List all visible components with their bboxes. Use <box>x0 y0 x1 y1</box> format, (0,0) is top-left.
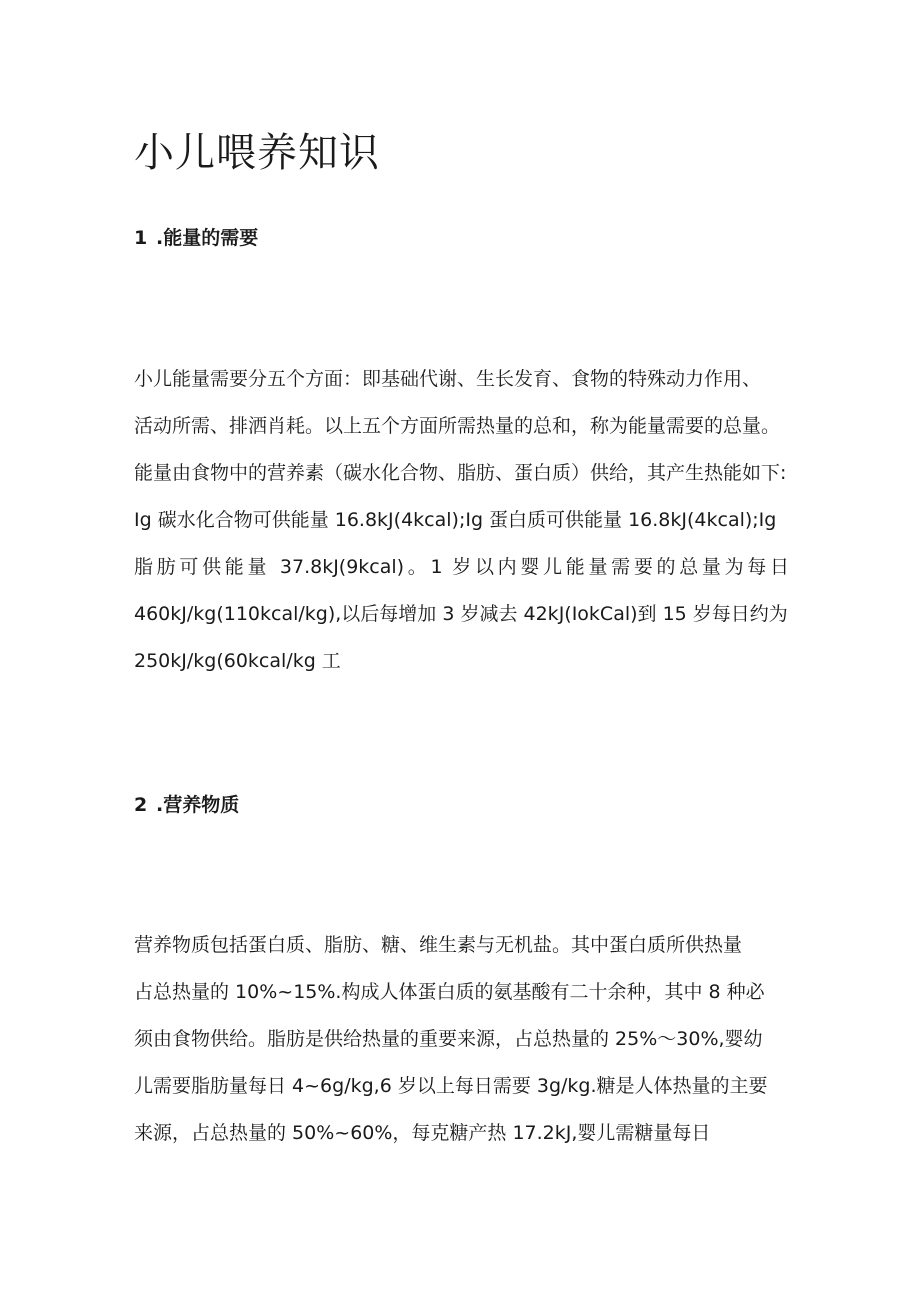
section-heading-nutrients <box>134 791 239 819</box>
text-line: 须由食物供给。脂肪是供给热量的重要来源，占总热量的 25%～30%,婴幼 <box>134 1028 763 1050</box>
text-line: 小儿能量需要分五个方面：即基础代谢、生长发育、食物的特殊动力作用、 <box>134 368 762 390</box>
section-number: 2 <box>134 794 148 816</box>
text-line: 占总热量的 10%~15%.构成人体蛋白质的氨基酸有二十余种，其中 8 种必 <box>134 981 765 1003</box>
text-line: 来源，占总热量的 50%~60%，每克糖产热 17.2kJ,婴儿需糖量每日 <box>134 1122 711 1144</box>
section-heading-text: .营养物质 <box>156 794 240 816</box>
text-line: 250kJ∕kg(60kcal∕kg 工 <box>134 650 341 672</box>
text-line: 营养物质包括蛋白质、脂肪、糖、维生素与无机盐。其中蛋白质所供热量 <box>134 934 743 956</box>
section-number: 1 <box>134 227 148 249</box>
text-line: 能量由食物中的营养素（碳水化合物、脂肪、蛋白质）供给，其产生热能如下: <box>134 462 787 484</box>
text-line: 脂肪可供能量 37.8kJ(9kcal)。1 岁以内婴儿能量需要的总量为每日 <box>134 556 789 578</box>
document-title: 小儿喂养知识 <box>134 130 380 176</box>
text-line: 活动所需、排洒肖耗。以上五个方面所需热量的总和，称为能量需要的总量。 <box>134 415 781 437</box>
text-line: 460kJ∕kg(110kcal∕kg),以后每增加 3 岁减去 42kJ(IokCal)到 15 岁每日约为 <box>134 603 788 625</box>
section-heading-text: .能量的需要 <box>156 227 259 249</box>
paragraph-energy <box>134 356 814 685</box>
section-heading-energy <box>134 224 258 252</box>
text-line: 儿需要脂肪量每日 4~6g∕kg,6 岁以上每日需要 3g∕kg.糖是人体热量的主要 <box>134 1075 768 1097</box>
paragraph-nutrients <box>134 922 814 1157</box>
text-line: Ig 碳水化合物可供能量 16.8kJ(4kcal);Ig 蛋白质可供能量 16.8kJ(4kcal);Ig <box>134 509 777 531</box>
